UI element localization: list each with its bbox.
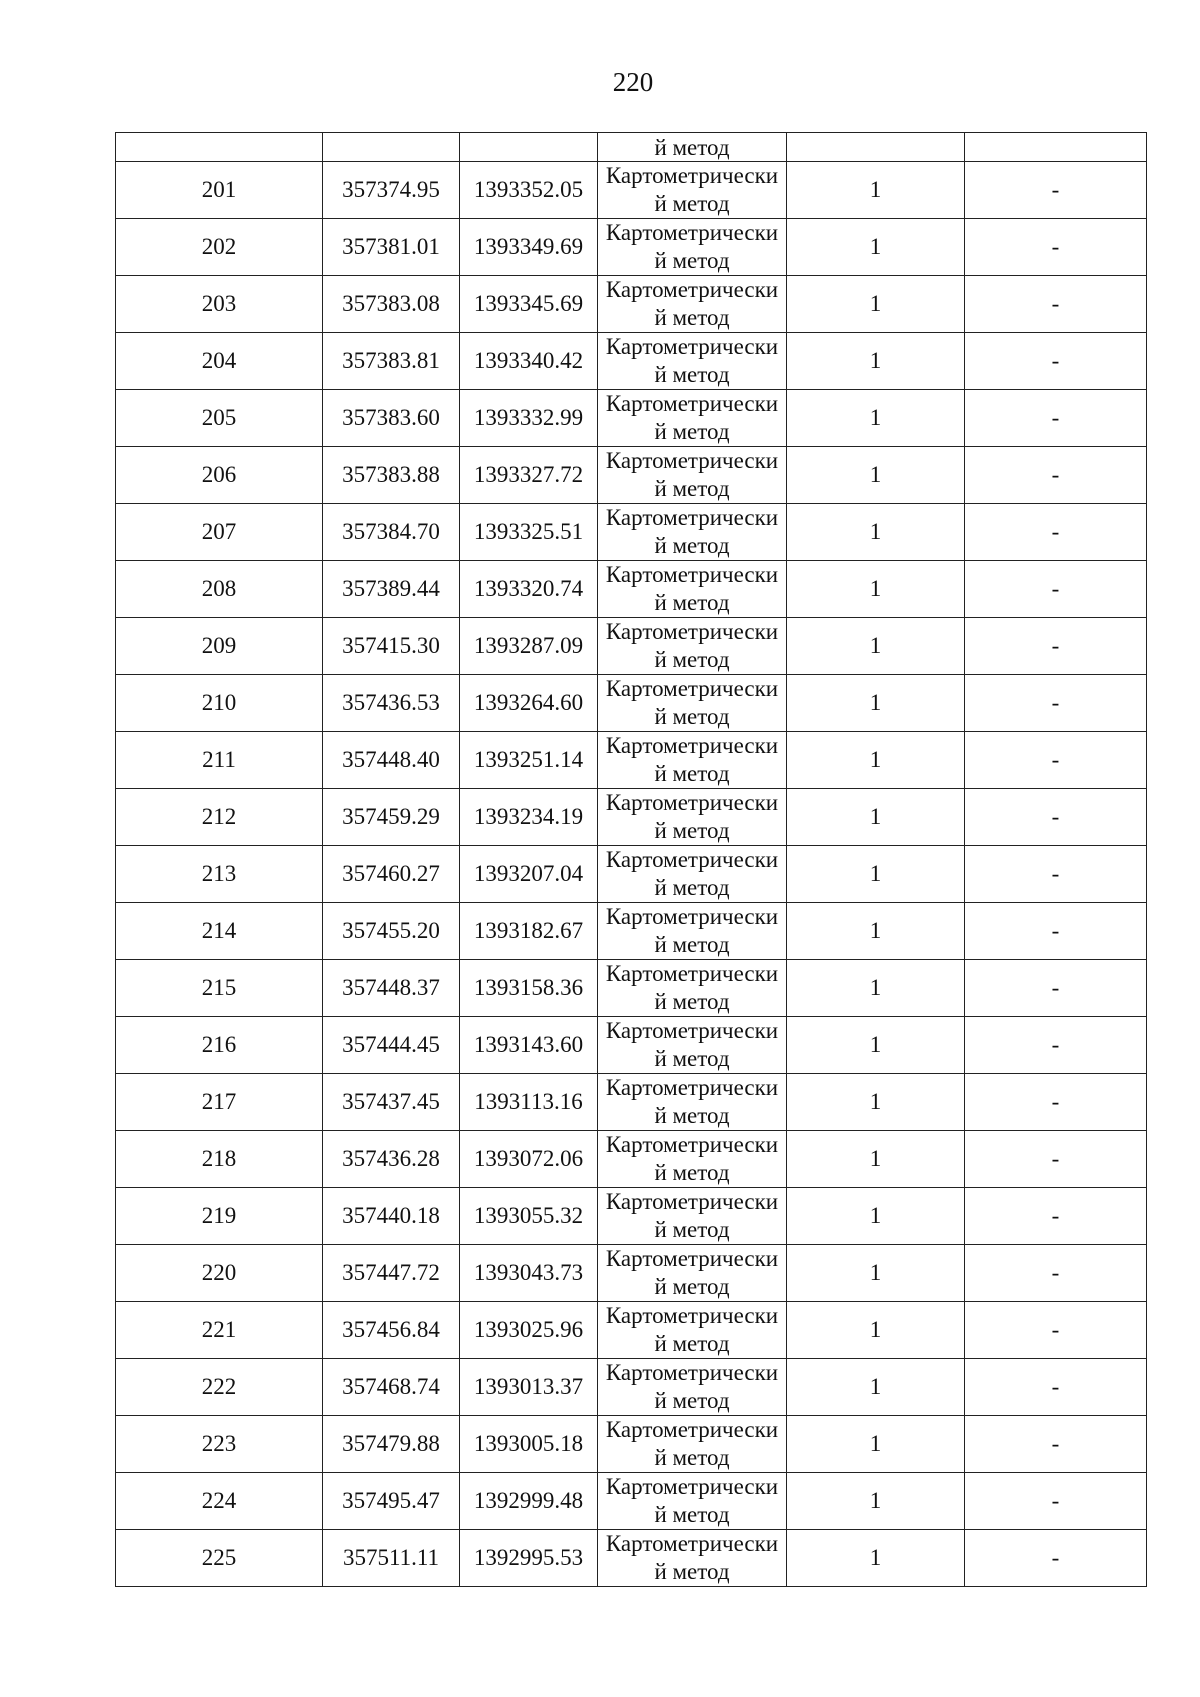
cell-point-number: 205 (116, 390, 323, 447)
cell-point-number: 223 (116, 1416, 323, 1473)
cell-method (598, 447, 787, 504)
cell-point-number: 220 (116, 1245, 323, 1302)
cell-y: 1393332.99 (460, 390, 598, 447)
method-line-2: й метод (654, 248, 730, 273)
cell-note: - (965, 1188, 1147, 1245)
cell-note: - (965, 1473, 1147, 1530)
cell-x: 357468.74 (323, 1359, 460, 1416)
method-line-1: Картометрически (605, 676, 779, 701)
cell-method (598, 1188, 787, 1245)
cell-y: 1392995.53 (460, 1530, 598, 1587)
cell-method (598, 618, 787, 675)
table-row (116, 1245, 1147, 1302)
method-line-2: й метод (654, 989, 730, 1014)
method-line-2: й метод (654, 305, 730, 330)
cell-point-number: 207 (116, 504, 323, 561)
cell-note: - (965, 1074, 1147, 1131)
method-line-2: й метод (654, 875, 730, 900)
cell-point-number: 201 (116, 162, 323, 219)
cell-point-number: 222 (116, 1359, 323, 1416)
cell-x: 357455.20 (323, 903, 460, 960)
cell-point-number: 204 (116, 333, 323, 390)
cell-x: 357511.11 (323, 1530, 460, 1587)
cell-accuracy: 1 (787, 1017, 965, 1074)
method-line-1: Картометрически (605, 1018, 779, 1043)
cell-x (323, 133, 460, 162)
cell-method (598, 276, 787, 333)
table-row (116, 162, 1147, 219)
cell-y: 1393072.06 (460, 1131, 598, 1188)
method-line-2: й метод (654, 1331, 730, 1356)
cell-x: 357389.44 (323, 561, 460, 618)
cell-y: 1393234.19 (460, 789, 598, 846)
cell-accuracy: 1 (787, 561, 965, 618)
cell-x: 357447.72 (323, 1245, 460, 1302)
table-row (116, 903, 1147, 960)
cell-y: 1393251.14 (460, 732, 598, 789)
cell-note: - (965, 732, 1147, 789)
method-line-2: й метод (654, 476, 730, 501)
cell-x: 357437.45 (323, 1074, 460, 1131)
cell-point-number: 217 (116, 1074, 323, 1131)
table-row (116, 504, 1147, 561)
method-line-1: Картометрически (605, 790, 779, 815)
cell-accuracy: 1 (787, 618, 965, 675)
cell-accuracy: 1 (787, 1530, 965, 1587)
table-row (116, 675, 1147, 732)
table-row (116, 1188, 1147, 1245)
cell-accuracy: 1 (787, 390, 965, 447)
method-line-1: Картометрически (605, 1189, 779, 1214)
cell-accuracy: 1 (787, 789, 965, 846)
cell-accuracy: 1 (787, 504, 965, 561)
cell-x: 357460.27 (323, 846, 460, 903)
method-line-2: й метод (654, 1046, 730, 1071)
cell-y: 1393287.09 (460, 618, 598, 675)
cell-y: 1393013.37 (460, 1359, 598, 1416)
cell-y: 1393158.36 (460, 960, 598, 1017)
table-row (116, 1302, 1147, 1359)
cell-y: 1393264.60 (460, 675, 598, 732)
table-row (116, 1530, 1147, 1587)
cell-note: - (965, 504, 1147, 561)
cell-point-number: 224 (116, 1473, 323, 1530)
cell-y: 1393340.42 (460, 333, 598, 390)
cell-note: - (965, 618, 1147, 675)
cell-x: 357444.45 (323, 1017, 460, 1074)
cell-method (598, 1359, 787, 1416)
cell-method (598, 732, 787, 789)
cell-accuracy: 1 (787, 1473, 965, 1530)
table-row (116, 1131, 1147, 1188)
method-line-1: Картометрически (605, 1531, 779, 1556)
method-line-1: Картометрически (605, 1474, 779, 1499)
method-line-2: й метод (654, 362, 730, 387)
cell-note: - (965, 903, 1147, 960)
table-row (116, 1359, 1147, 1416)
cell-accuracy: 1 (787, 960, 965, 1017)
cell-point-number: 218 (116, 1131, 323, 1188)
cell-method (598, 1416, 787, 1473)
cell-accuracy: 1 (787, 732, 965, 789)
cell-y: 1393043.73 (460, 1245, 598, 1302)
cell-x: 357384.70 (323, 504, 460, 561)
cell-x: 357436.53 (323, 675, 460, 732)
table-row (116, 1416, 1147, 1473)
method-line-1: Картометрически (605, 1360, 779, 1385)
method-line-2: й метод (654, 1103, 730, 1128)
cell-point-number: 213 (116, 846, 323, 903)
method-line-2: й метод (654, 1445, 730, 1470)
method-line-1: Картометрически (605, 505, 779, 530)
cell-accuracy: 1 (787, 162, 965, 219)
method-line-1: Картометрически (605, 1417, 779, 1442)
cell-point-number (116, 133, 323, 162)
cell-accuracy: 1 (787, 1416, 965, 1473)
cell-note: - (965, 960, 1147, 1017)
method-line-1: Картометрически (605, 1303, 779, 1328)
method-line-1: Картометрически (605, 1075, 779, 1100)
cell-note: - (965, 1359, 1147, 1416)
table-row (116, 276, 1147, 333)
cell-accuracy: 1 (787, 1131, 965, 1188)
method-line-2: й метод (654, 647, 730, 672)
method-line-2: й метод (654, 590, 730, 615)
cell-y: 1393349.69 (460, 219, 598, 276)
cell-note: - (965, 789, 1147, 846)
table-row (116, 390, 1147, 447)
cell-y: 1392999.48 (460, 1473, 598, 1530)
method-line-2: й метод (654, 1217, 730, 1242)
method-line-1: Картометрически (605, 847, 779, 872)
cell-accuracy: 1 (787, 1302, 965, 1359)
cell-accuracy: 1 (787, 1188, 965, 1245)
cell-y: 1393113.16 (460, 1074, 598, 1131)
cell-y: 1393055.32 (460, 1188, 598, 1245)
cell-point-number: 219 (116, 1188, 323, 1245)
cell-note: - (965, 276, 1147, 333)
method-line-1: Картометрически (605, 334, 779, 359)
cell-method (598, 219, 787, 276)
cell-x: 357459.29 (323, 789, 460, 846)
cell-x: 357374.95 (323, 162, 460, 219)
cell-method (598, 903, 787, 960)
cell-x: 357383.88 (323, 447, 460, 504)
cell-point-number: 203 (116, 276, 323, 333)
cell-note: - (965, 447, 1147, 504)
table-row (116, 846, 1147, 903)
method-line-1: Картометрически (605, 448, 779, 473)
cell-method (598, 333, 787, 390)
cell-accuracy: 1 (787, 903, 965, 960)
method-tail: й метод (654, 135, 730, 160)
cell-accuracy: 1 (787, 276, 965, 333)
cell-method (598, 1245, 787, 1302)
cell-note: - (965, 333, 1147, 390)
cell-method (598, 504, 787, 561)
continuation-row (116, 133, 1147, 162)
cell-method (598, 561, 787, 618)
cell-method (598, 1017, 787, 1074)
cell-method (598, 1074, 787, 1131)
table-row (116, 618, 1147, 675)
table-row (116, 219, 1147, 276)
method-line-2: й метод (654, 533, 730, 558)
method-line-2: й метод (654, 818, 730, 843)
method-line-2: й метод (654, 1559, 730, 1584)
cell-x: 357383.81 (323, 333, 460, 390)
cell-x: 357381.01 (323, 219, 460, 276)
cell-note: - (965, 1530, 1147, 1587)
table-row (116, 1473, 1147, 1530)
method-line-2: й метод (654, 1160, 730, 1185)
cell-note: - (965, 390, 1147, 447)
method-line-1: Картометрически (605, 391, 779, 416)
cell-x: 357440.18 (323, 1188, 460, 1245)
method-line-2: й метод (654, 1502, 730, 1527)
cell-note: - (965, 561, 1147, 618)
cell-method (598, 675, 787, 732)
method-line-2: й метод (654, 932, 730, 957)
method-line-1: Картометрически (605, 904, 779, 929)
cell-y: 1393005.18 (460, 1416, 598, 1473)
cell-accuracy: 1 (787, 333, 965, 390)
cell-y: 1393182.67 (460, 903, 598, 960)
method-line-1: Картометрически (605, 220, 779, 245)
table-row (116, 333, 1147, 390)
cell-accuracy (787, 133, 965, 162)
cell-x: 357383.08 (323, 276, 460, 333)
cell-point-number: 206 (116, 447, 323, 504)
cell-y (460, 133, 598, 162)
method-line-1: Картометрически (605, 733, 779, 758)
cell-x: 357448.37 (323, 960, 460, 1017)
cell-note: - (965, 675, 1147, 732)
table-row (116, 789, 1147, 846)
cell-accuracy: 1 (787, 675, 965, 732)
cell-point-number: 202 (116, 219, 323, 276)
cell-x: 357495.47 (323, 1473, 460, 1530)
method-line-1: Картометрически (605, 1132, 779, 1157)
cell-x: 357415.30 (323, 618, 460, 675)
cell-note: - (965, 1416, 1147, 1473)
cell-method (598, 1530, 787, 1587)
cell-point-number: 225 (116, 1530, 323, 1587)
method-line-1: Картометрически (605, 619, 779, 644)
cell-method (598, 162, 787, 219)
table-row (116, 561, 1147, 618)
cell-method (598, 1131, 787, 1188)
cell-note: - (965, 1017, 1147, 1074)
method-line-2: й метод (654, 191, 730, 216)
page-number: 220 (612, 67, 654, 97)
cell-y: 1393143.60 (460, 1017, 598, 1074)
cell-method (598, 1302, 787, 1359)
table-row (116, 960, 1147, 1017)
cell-note (965, 133, 1147, 162)
cell-y: 1393025.96 (460, 1302, 598, 1359)
coordinates-table-body (116, 133, 1147, 1587)
method-line-2: й метод (654, 1274, 730, 1299)
method-line-1: Картометрически (605, 1246, 779, 1271)
cell-x: 357479.88 (323, 1416, 460, 1473)
cell-y: 1393327.72 (460, 447, 598, 504)
method-line-1: Картометрически (605, 163, 779, 188)
cell-y: 1393352.05 (460, 162, 598, 219)
cell-method (598, 133, 787, 162)
cell-y: 1393207.04 (460, 846, 598, 903)
cell-accuracy: 1 (787, 1074, 965, 1131)
cell-note: - (965, 219, 1147, 276)
cell-x: 357383.60 (323, 390, 460, 447)
cell-point-number: 215 (116, 960, 323, 1017)
cell-x: 357456.84 (323, 1302, 460, 1359)
cell-accuracy: 1 (787, 846, 965, 903)
cell-point-number: 209 (116, 618, 323, 675)
cell-x: 357448.40 (323, 732, 460, 789)
table-row (116, 732, 1147, 789)
method-line-2: й метод (654, 419, 730, 444)
cell-accuracy: 1 (787, 447, 965, 504)
method-line-2: й метод (654, 761, 730, 786)
method-line-2: й метод (654, 704, 730, 729)
method-line-2: й метод (654, 1388, 730, 1413)
method-line-1: Картометрически (605, 562, 779, 587)
cell-point-number: 214 (116, 903, 323, 960)
cell-accuracy: 1 (787, 1359, 965, 1416)
cell-y: 1393325.51 (460, 504, 598, 561)
cell-method (598, 960, 787, 1017)
table-row (116, 1017, 1147, 1074)
cell-note: - (965, 846, 1147, 903)
cell-method (598, 390, 787, 447)
method-line-1: Картометрически (605, 961, 779, 986)
cell-point-number: 208 (116, 561, 323, 618)
cell-accuracy: 1 (787, 219, 965, 276)
cell-x: 357436.28 (323, 1131, 460, 1188)
cell-y: 1393345.69 (460, 276, 598, 333)
cell-point-number: 212 (116, 789, 323, 846)
method-line-1: Картометрически (605, 277, 779, 302)
coordinates-table (115, 132, 1147, 1587)
cell-point-number: 210 (116, 675, 323, 732)
cell-point-number: 216 (116, 1017, 323, 1074)
table-row (116, 1074, 1147, 1131)
cell-method (598, 1473, 787, 1530)
cell-method (598, 846, 787, 903)
cell-point-number: 221 (116, 1302, 323, 1359)
cell-note: - (965, 1131, 1147, 1188)
cell-note: - (965, 1302, 1147, 1359)
cell-y: 1393320.74 (460, 561, 598, 618)
cell-note: - (965, 162, 1147, 219)
cell-point-number: 211 (116, 732, 323, 789)
cell-accuracy: 1 (787, 1245, 965, 1302)
cell-method (598, 789, 787, 846)
cell-note: - (965, 1245, 1147, 1302)
table-row (116, 447, 1147, 504)
